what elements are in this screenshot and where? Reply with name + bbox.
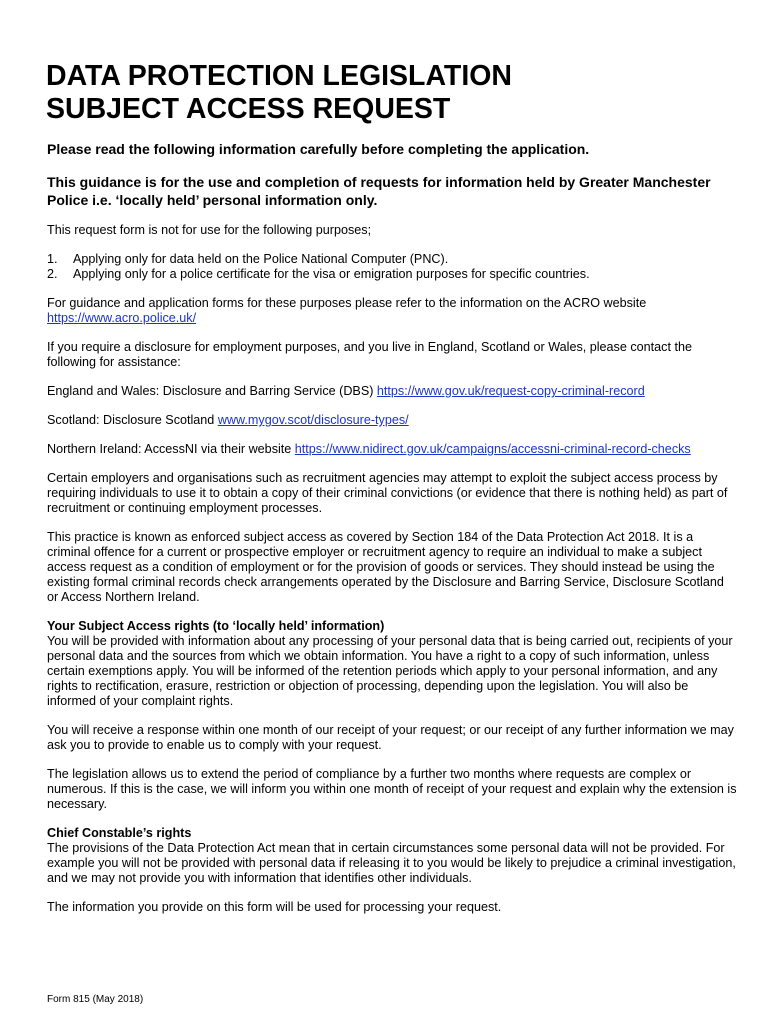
guidance-notice: This guidance is for the use and completion of requests for information held by Greater Manchester Police i.e. ‘locally held’ personal information only. — [47, 174, 711, 208]
list-item — [47, 267, 737, 282]
chief-constable-heading: Chief Constable’s rights — [47, 826, 192, 840]
northern-ireland-paragraph — [47, 442, 737, 457]
england-wales-paragraph — [47, 384, 737, 399]
title-line-1: DATA PROTECTION LEGISLATION — [46, 60, 513, 92]
list-text: Applying only for a police certificate for the visa or emigration purposes for specific countries. — [73, 267, 590, 281]
form-footer: Form 815 (May 2018) — [47, 994, 144, 1005]
acro-paragraph — [47, 296, 737, 326]
acro-text: For guidance and application forms for these purposes please refer to the information on the ACRO website — [47, 296, 647, 310]
accessni-link[interactable]: https://www.nidirect.gov.uk/campaigns/accessni-criminal-record-checks — [294, 442, 691, 456]
page-title — [46, 60, 736, 126]
chief-constable-paragraph: The provisions of the Data Protection Act mean that in certain circumstances some personal data will not be provided. For example you will not be provided with personal data if releasing it to you would be likely to prejudice a criminal investigation, and we may not provide you with information that identifies other individuals. — [47, 841, 736, 885]
acro-link[interactable]: https://www.acro.police.uk/ — [47, 311, 197, 325]
purposes-list — [47, 252, 737, 282]
england-wales-text: England and Wales: Disclosure and Barring Service (DBS) — [47, 384, 374, 398]
disclosure-intro: If you require a disclosure for employment purposes, and you live in England, Scotland or Wales, please contact the following for assistance: — [47, 340, 692, 369]
not-for-use-text: This request form is not for use for the following purposes; — [47, 223, 372, 237]
employers-paragraph: Certain employers and organisations such as recruitment agencies may attempt to exploit the subject access process by requiring individuals to use it to obtain a copy of their criminal convictions (or evidence that there is nothing held) as part of recruitment or continuing employment processes. — [47, 471, 728, 515]
response-paragraph: You will receive a response within one month of our receipt of your request; or our receipt of any further information we may ask you to provide to enable us to comply with your request. — [47, 723, 734, 752]
list-item — [47, 252, 737, 267]
scotland-paragraph — [47, 413, 737, 428]
rights-paragraph: You will be provided with information about any processing of your personal data that is being carried out, recipients of your personal data and the sources from which we obtain information. You have a right to a copy of such information, unless certain exemptions apply. You will be informed of the retention periods which apply to your personal information, and any rights to rectification, erasure, restriction or objection of processing, depending upon the legislation. You will also be informed of your complaint rights. — [47, 634, 733, 708]
scotland-text: Scotland: Disclosure Scotland — [47, 413, 215, 427]
dbs-link[interactable]: https://www.gov.uk/request-copy-criminal-record — [376, 384, 645, 398]
final-paragraph: The information you provide on this form will be used for processing your request. — [47, 900, 502, 914]
list-text: Applying only for data held on the Police National Computer (PNC). — [73, 252, 449, 266]
rights-heading: Your Subject Access rights (to ‘locally held’ information) — [47, 619, 385, 633]
enforced-access-paragraph: This practice is known as enforced subject access as covered by Section 184 of the Data Protection Act 2018. It is a criminal offence for a current or prospective employer or recruitment agency to require an individual to make a subject access request as a condition of employment or for the provision of goods or services. They should instead be using the existing formal criminal records check arrangements operated by the Disclosure and Barring Service, Disclosure Scotland or Access Northern Ireland. — [47, 530, 724, 604]
list-number: 1. — [47, 252, 58, 266]
extension-paragraph: The legislation allows us to extend the period of compliance by a further two months where requests are complex or numerous. If this is the case, we will inform you within one month of receipt of your request and explain why the extension is necessary. — [47, 767, 737, 811]
list-number: 2. — [47, 267, 58, 281]
intro-notice: Please read the following information carefully before completing the application. — [47, 141, 590, 157]
title-line-2: SUBJECT ACCESS REQUEST — [46, 93, 451, 125]
document-body — [47, 140, 737, 915]
disclosure-scotland-link[interactable]: www.mygov.scot/disclosure-types/ — [217, 413, 409, 427]
northern-ireland-text: Northern Ireland: AccessNI via their website — [47, 442, 292, 456]
